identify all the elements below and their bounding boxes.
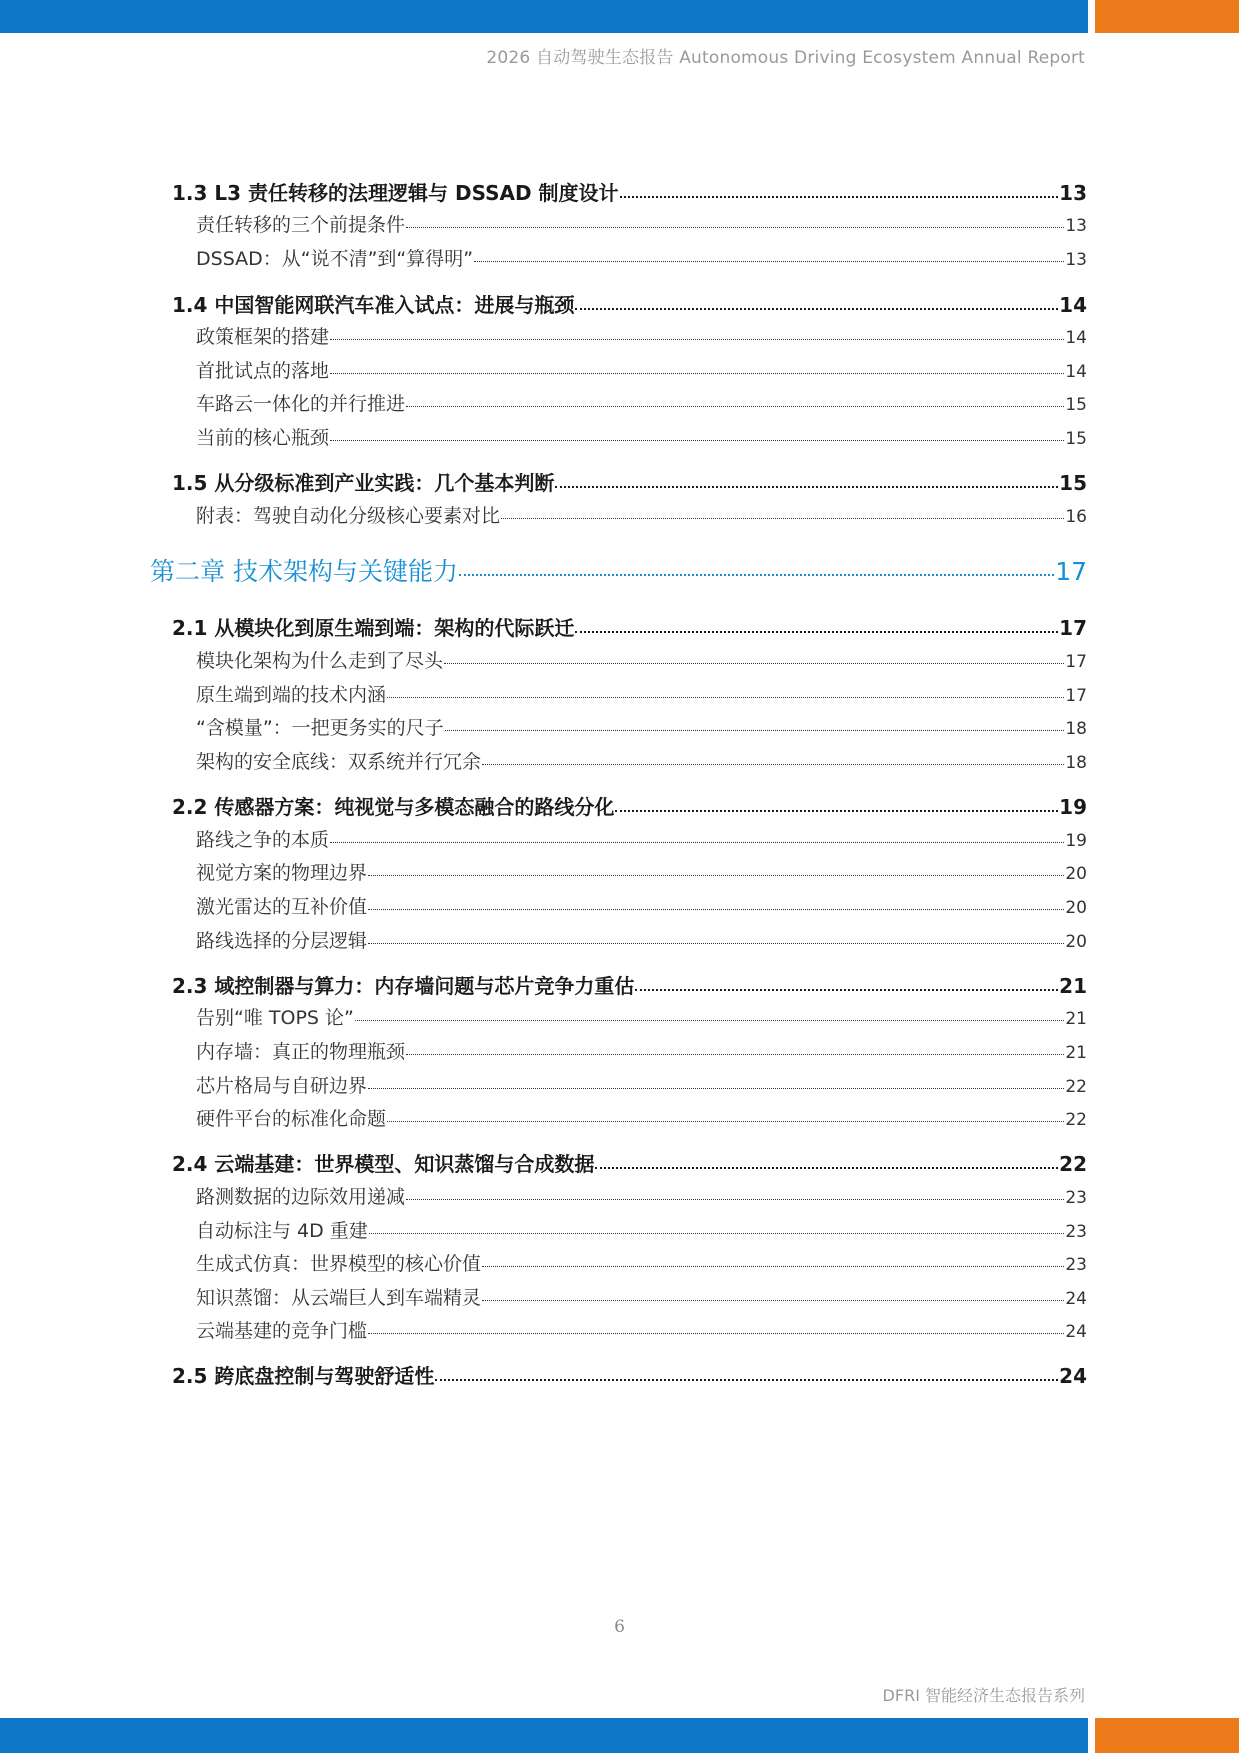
toc-section-entry[interactable]: [172, 289, 1087, 318]
toc-page-number: 17: [1065, 652, 1087, 672]
toc-dot-leader: [387, 1106, 1064, 1125]
footer-bar-blue: [0, 1718, 1088, 1753]
toc-entry-title: 视觉方案的物理边界: [196, 862, 368, 884]
toc-page-number: 13: [1065, 250, 1087, 270]
toc-entry-title: “含模量”：一把更务实的尺子: [196, 717, 444, 739]
toc-section-entry[interactable]: [172, 1148, 1087, 1177]
toc-page-number: 15: [1065, 395, 1087, 415]
toc-dot-leader: [620, 180, 1059, 200]
toc-dot-leader: [501, 503, 1064, 522]
toc-dot-leader: [330, 827, 1064, 846]
toc-dot-leader: [435, 1363, 1058, 1383]
toc-entry-title: 2.3 域控制器与算力：内存墙问题与芯片竞争力重估: [172, 974, 635, 998]
toc-page-number: 19: [1059, 795, 1087, 819]
toc-section-entry[interactable]: [172, 467, 1087, 496]
toc-sub-entry[interactable]: [196, 1037, 1087, 1064]
toc-page-number: 16: [1065, 507, 1087, 527]
toc-page-number: 20: [1065, 898, 1087, 918]
toc-dot-leader: [444, 648, 1064, 667]
toc-entry-title: 知识蒸馏：从云端巨人到车端精灵: [196, 1287, 482, 1309]
toc-sub-entry[interactable]: [196, 501, 1087, 528]
toc-page-number: 22: [1059, 1152, 1087, 1176]
toc-page-number: 20: [1065, 932, 1087, 952]
toc-entry-title: 路测数据的边际效用递减: [196, 1186, 406, 1208]
toc-page-number: 17: [1055, 557, 1087, 586]
toc-entry-title: 硬件平台的标准化命题: [196, 1108, 387, 1130]
toc-page-number: 21: [1065, 1043, 1087, 1063]
toc-page-number: 15: [1059, 471, 1087, 495]
toc-page-number: 23: [1065, 1222, 1087, 1242]
toc-entry-title: 生成式仿真：世界模型的核心价值: [196, 1253, 482, 1275]
running-header: 2026 自动驾驶生态报告 Autonomous Driving Ecosystem Annual Report: [486, 48, 1085, 68]
footer-bar-orange: [1095, 1718, 1239, 1753]
toc-entry-title: 原生端到端的技术内涵: [196, 684, 387, 706]
toc-dot-leader: [368, 1073, 1064, 1092]
toc-section-entry[interactable]: [172, 970, 1087, 999]
toc-sub-entry[interactable]: [196, 210, 1087, 237]
toc-dot-leader: [368, 928, 1064, 947]
toc-chapter-entry[interactable]: [150, 552, 1087, 588]
toc-dot-leader: [387, 682, 1064, 701]
toc-sub-entry[interactable]: [196, 747, 1087, 774]
toc-sub-entry[interactable]: [196, 926, 1087, 953]
toc-page-number: 22: [1065, 1110, 1087, 1130]
toc-entry-title: 激光雷达的互补价值: [196, 896, 368, 918]
toc-page-number: 14: [1065, 362, 1087, 382]
toc-entry-title: 首批试点的落地: [196, 360, 330, 382]
toc-dot-leader: [459, 555, 1054, 580]
toc-dot-leader: [482, 749, 1064, 768]
toc-dot-leader: [482, 1251, 1064, 1270]
toc-sub-entry[interactable]: [196, 322, 1087, 349]
toc-dot-leader: [555, 470, 1058, 490]
toc-entry-title: 2.2 传感器方案：纯视觉与多模态融合的路线分化: [172, 795, 615, 819]
toc-entry-title: 车路云一体化的并行推进: [196, 393, 406, 415]
toc-page-number: 24: [1059, 1364, 1087, 1388]
toc-page-number: 13: [1065, 216, 1087, 236]
report-series-footer: DFRI 智能经济生态报告系列: [882, 1686, 1085, 1705]
toc-entry-title: 2.1 从模块化到原生端到端：架构的代际跃迁: [172, 616, 575, 640]
toc-dot-leader: [595, 1151, 1058, 1171]
toc-dot-leader: [482, 1285, 1064, 1304]
toc-entry-title: 第二章 技术架构与关键能力: [150, 557, 458, 586]
toc-dot-leader: [615, 794, 1058, 814]
toc-dot-leader: [368, 894, 1064, 913]
toc-sub-entry[interactable]: [196, 244, 1087, 271]
toc-dot-leader: [406, 1184, 1064, 1203]
toc-section-entry[interactable]: [172, 177, 1087, 206]
toc-sub-entry[interactable]: [196, 1104, 1087, 1131]
toc-entry-title: 1.4 中国智能网联汽车准入试点：进展与瓶颈: [172, 293, 575, 317]
toc-dot-leader: [330, 425, 1064, 444]
toc-entry-title: 责任转移的三个前提条件: [196, 214, 406, 236]
toc-sub-entry[interactable]: [196, 1316, 1087, 1343]
toc-dot-leader: [330, 324, 1064, 343]
toc-sub-entry[interactable]: [196, 1283, 1087, 1310]
toc-dot-leader: [575, 292, 1058, 312]
toc-dot-leader: [445, 715, 1065, 734]
toc-entry-title: 附表：驾驶自动化分级核心要素对比: [196, 505, 501, 527]
toc-section-entry[interactable]: [172, 1360, 1087, 1389]
toc-dot-leader: [368, 860, 1064, 879]
toc-entry-title: 芯片格局与自研边界: [196, 1075, 368, 1097]
toc-sub-entry[interactable]: [196, 1071, 1087, 1098]
toc-page-number: 17: [1065, 686, 1087, 706]
page-number: 6: [614, 1617, 625, 1637]
toc-page-number: 15: [1065, 429, 1087, 449]
toc-entry-title: 路线选择的分层逻辑: [196, 930, 368, 952]
toc-dot-leader: [368, 1318, 1064, 1337]
toc-page-number: 14: [1059, 293, 1087, 317]
toc-page-number: 14: [1065, 328, 1087, 348]
toc-section-entry[interactable]: [172, 612, 1087, 641]
toc-sub-entry[interactable]: [196, 858, 1087, 885]
toc-page-number: 19: [1065, 831, 1087, 851]
toc-dot-leader: [369, 1218, 1065, 1237]
toc-page-number: 20: [1065, 864, 1087, 884]
toc-entry-title: 政策框架的搭建: [196, 326, 330, 348]
toc-dot-leader: [635, 973, 1058, 993]
toc-entry-title: 云端基建的竞争门槛: [196, 1320, 368, 1342]
toc-dot-leader: [406, 1039, 1064, 1058]
toc-page-number: 17: [1059, 616, 1087, 640]
toc-entry-title: 自动标注与 4D 重建: [196, 1220, 368, 1242]
toc-sub-entry[interactable]: [196, 1182, 1087, 1209]
toc-page-number: 21: [1059, 974, 1087, 998]
toc-entry-title: 架构的安全底线：双系统并行冗余: [196, 751, 482, 773]
toc-sub-entry[interactable]: [196, 680, 1087, 707]
toc-page-number: 24: [1065, 1289, 1087, 1309]
toc-entry-title: 2.4 云端基建：世界模型、知识蒸馏与合成数据: [172, 1152, 595, 1176]
toc-dot-leader: [474, 246, 1064, 265]
toc-entry-title: 当前的核心瓶颈: [196, 427, 330, 449]
toc-entry-title: 告别“唯 TOPS 论”: [196, 1007, 354, 1029]
toc-page-number: 18: [1065, 753, 1087, 773]
toc-page-number: 22: [1065, 1077, 1087, 1097]
toc-page-number: 18: [1065, 719, 1087, 739]
toc-page-number: 13: [1059, 181, 1087, 205]
toc-sub-entry[interactable]: [196, 825, 1087, 852]
toc-entry-title: 模块化架构为什么走到了尽头: [196, 650, 444, 672]
toc-sub-entry[interactable]: [196, 1249, 1087, 1276]
toc-sub-entry[interactable]: [196, 713, 1087, 740]
toc-sub-entry[interactable]: [196, 356, 1087, 383]
header-bar-blue: [0, 0, 1088, 33]
toc-page-number: 21: [1065, 1009, 1087, 1029]
toc-sub-entry[interactable]: [196, 892, 1087, 919]
toc-entry-title: 1.5 从分级标准到产业实践：几个基本判断: [172, 471, 555, 495]
toc-dot-leader: [355, 1005, 1065, 1024]
toc-section-entry[interactable]: [172, 791, 1087, 820]
toc-dot-leader: [406, 212, 1064, 231]
toc-entry-title: DSSAD：从“说不清”到“算得明”: [196, 248, 474, 270]
toc-entry-title: 路线之争的本质: [196, 829, 330, 851]
toc-sub-entry[interactable]: [196, 423, 1087, 450]
toc-sub-entry[interactable]: [196, 1216, 1087, 1243]
toc-entry-title: 1.3 L3 责任转移的法理逻辑与 DSSAD 制度设计: [172, 181, 619, 205]
toc-dot-leader: [406, 391, 1064, 410]
toc-page-number: 23: [1065, 1188, 1087, 1208]
toc-sub-entry[interactable]: [196, 646, 1087, 673]
toc-page-number: 24: [1065, 1322, 1087, 1342]
toc-dot-leader: [575, 615, 1058, 635]
toc-sub-entry[interactable]: [196, 1003, 1087, 1030]
toc-page-number: 23: [1065, 1255, 1087, 1275]
toc-entry-title: 2.5 跨底盘控制与驾驶舒适性: [172, 1364, 435, 1388]
header-bar-orange: [1095, 0, 1239, 33]
toc-sub-entry[interactable]: [196, 389, 1087, 416]
toc-dot-leader: [330, 358, 1064, 377]
toc-entry-title: 内存墙：真正的物理瓶颈: [196, 1041, 406, 1063]
